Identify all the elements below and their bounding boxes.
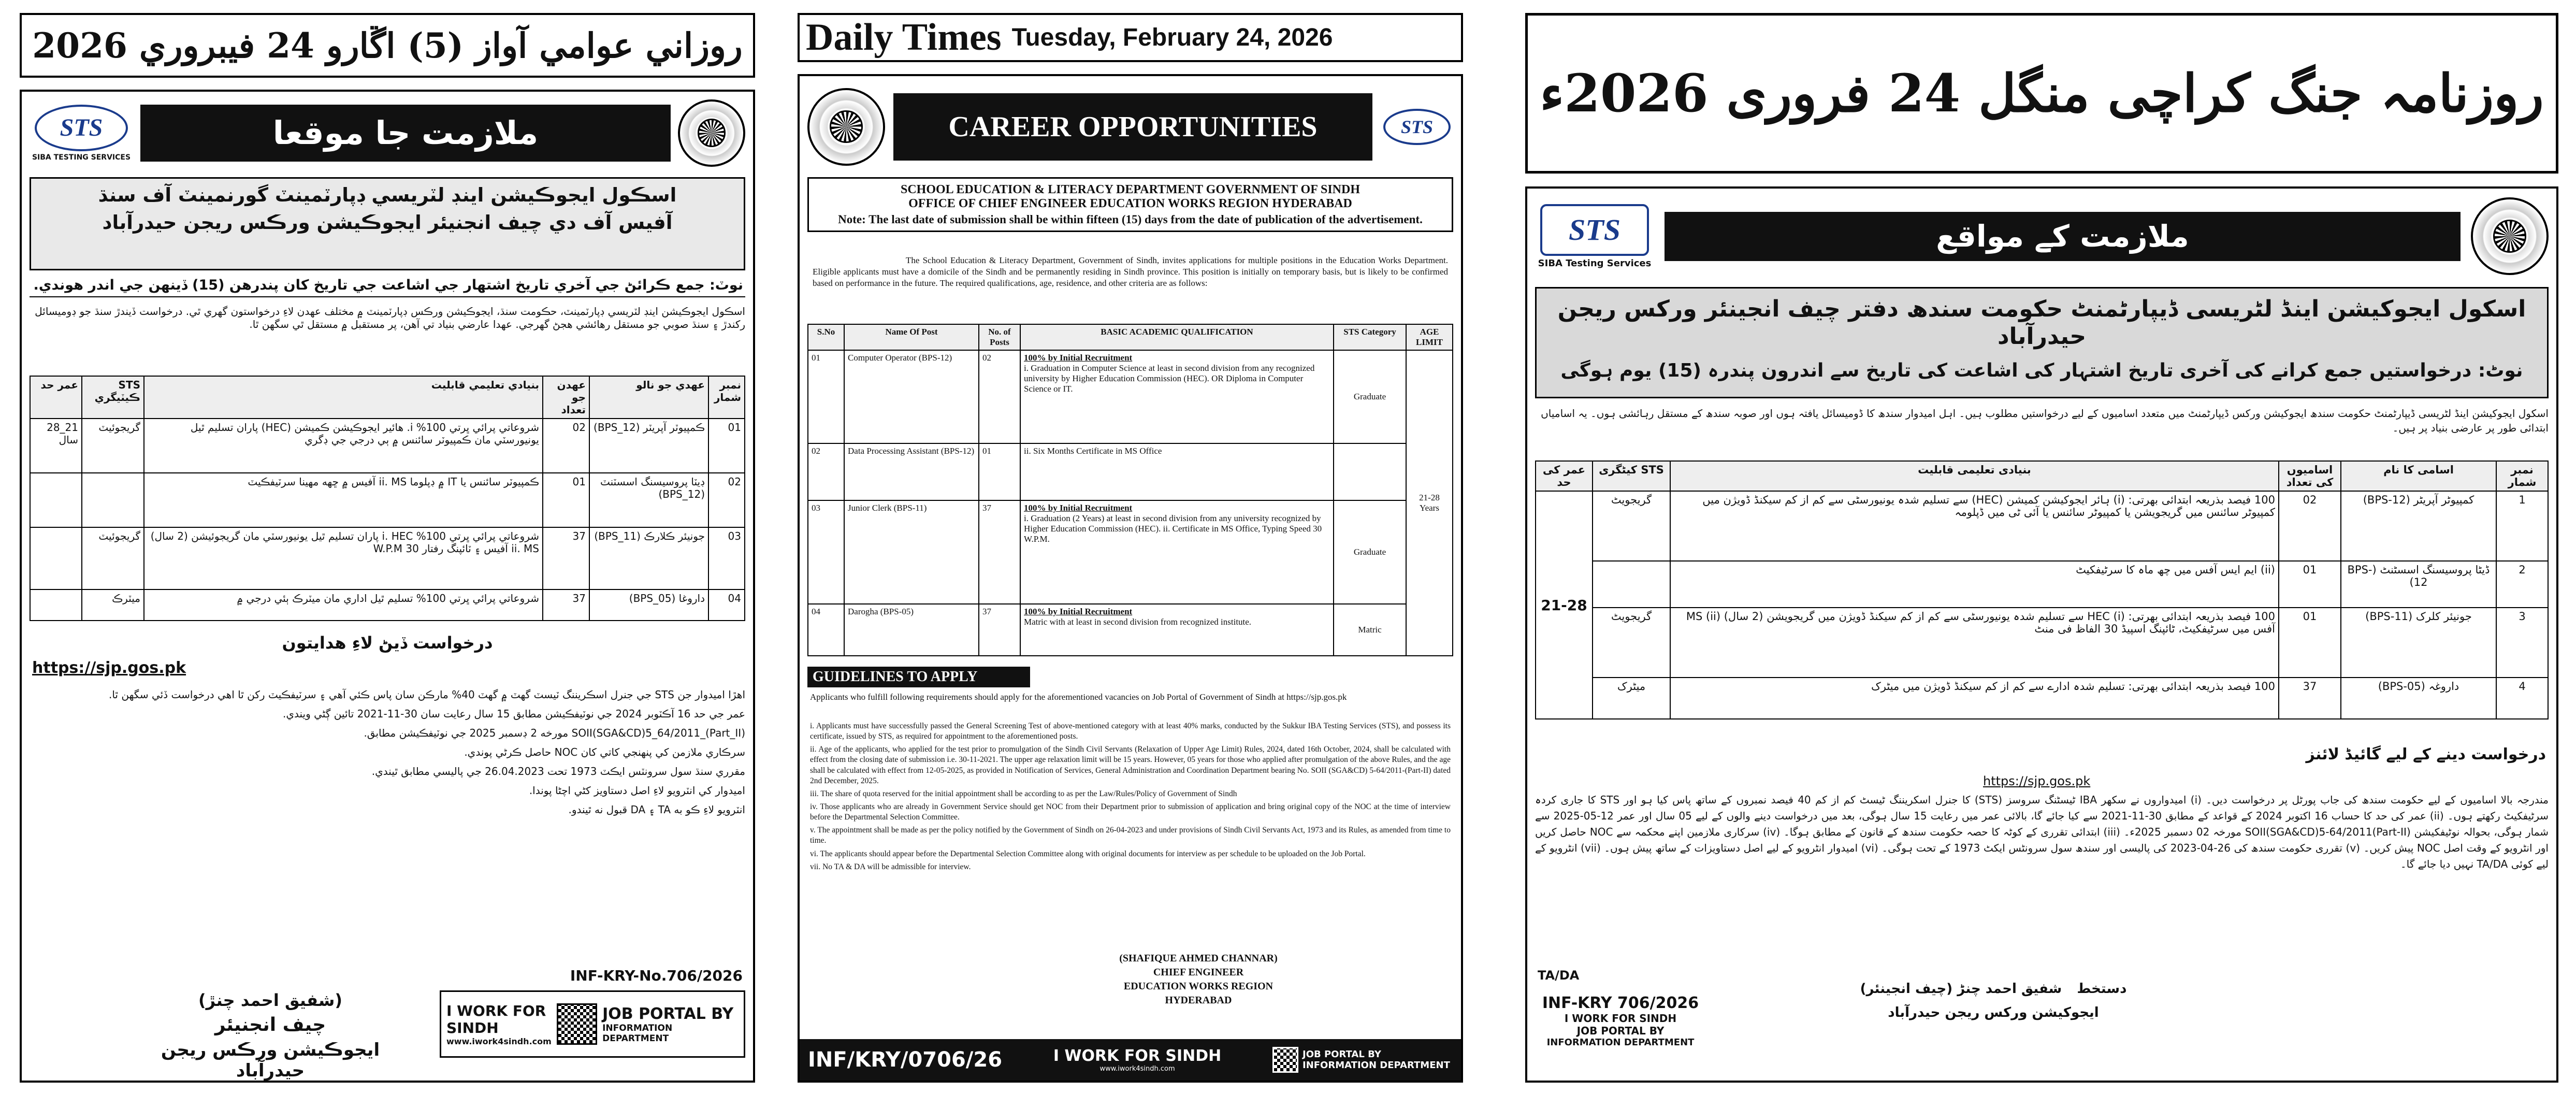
- cell-sno: 01: [808, 350, 844, 443]
- cell-cat: Graduate: [1334, 350, 1406, 443]
- col-sno: نمبر شمار: [2496, 461, 2548, 491]
- table-row: [30, 527, 745, 589]
- ad-banner: CAREER OPPORTUNITIES: [893, 93, 1372, 161]
- cell-post: Darogha (BPS-05): [844, 604, 979, 656]
- cell-post: داروغہ (BPS-05): [2341, 678, 2496, 719]
- guide-list: [30, 687, 745, 954]
- ta-da-note: TA/DA: [1538, 968, 1580, 983]
- cell-post: جونيئر ڪلارڪ (BPS_11): [589, 527, 708, 589]
- table-row: [808, 500, 1453, 604]
- cell-age: 21-28 Years: [1406, 350, 1453, 656]
- sindh-seal-icon: [678, 99, 745, 167]
- cell-count: 37: [2279, 678, 2341, 719]
- guide-item: اميدوار کي انٽرويو لاءِ اصل دستاويز کڻي اچڻا پوندا.: [529, 784, 745, 797]
- cell-qual: 100 فیصد بذریعہ ابتدائی بھرتی: تسلیم شدہ ادارے سے کم از کم سیکنڈ ڈویژن میں میٹرک: [1670, 678, 2279, 719]
- guide-item: سرڪاري ملازمن کي پنهنجي کاتي کان NOC حاصل ڪرڻي پوندي.: [464, 746, 745, 758]
- cell-qual: ii. Six Months Certificate in MS Office: [1020, 443, 1334, 500]
- ad-header: [807, 81, 1453, 172]
- ad-header: [1535, 195, 2549, 278]
- cell-cat: گریجویٹ: [1593, 491, 1670, 561]
- cell-qual: شروعاتي پرائي ڀرتي 100% i. HEC پاران تسليم ٿيل يونيورسٽي مان گريجوئيشن (2 سال) ii. MS آفيس ۽ ٽائپنگ رفتار 30 W.P.M: [144, 527, 543, 589]
- col-post: Name Of Post: [844, 324, 979, 350]
- cell-post: کمپیوٹر آپریٹر (BPS-12): [2341, 491, 2496, 561]
- dept-box: [30, 177, 745, 270]
- sindh-seal-icon: [2471, 197, 2549, 275]
- cell-age: [30, 527, 82, 589]
- cell-cat: [1593, 561, 1670, 608]
- cell-sno: 04: [808, 604, 844, 656]
- col-post: اسامی کا نام: [2341, 461, 2496, 491]
- sign-office-2: HYDERABAD: [1165, 995, 1232, 1006]
- portal-link[interactable]: https://sjp.gos.pk: [1983, 774, 2091, 788]
- col-qual: BASIC ACADEMIC QUALIFICATION: [1020, 324, 1334, 350]
- job-portal-label: JOB PORTAL BY: [602, 1004, 734, 1023]
- info-dept-label: INFORMATION DEPARTMENT: [602, 1023, 673, 1044]
- info-dept-label: INFORMATION DEPARTMENT: [1546, 1037, 1695, 1048]
- cell-age: 21_28 سال: [30, 419, 82, 473]
- guideline-item: v. The appointment shall be made as per the policy notified by the Government of Sindh on 26-04-2023 and under provisions of Sindh Civil Servants Act, 1973 and its Rules, as amended from time to time.: [810, 826, 1451, 845]
- cell-count: 01: [2279, 561, 2341, 608]
- guide-item: انٽرويو لاءِ ڪو به TA ۽ DA قبول نه ٿيندو.: [568, 803, 745, 816]
- cell-count: 37: [979, 500, 1020, 604]
- cell-post: ڊيٽا پروسيسنگ اسسٽنٽ (BPS_12): [589, 473, 708, 527]
- masthead: روزنامہ جنگ کراچی منگل 24 فروری 2026ء: [1525, 13, 2558, 174]
- cell-sno: 4: [2496, 678, 2548, 719]
- iwork-logo: I WORK FOR SINDH: [1053, 1047, 1222, 1065]
- sindh-seal-icon: [807, 88, 885, 166]
- ad-header: [30, 98, 745, 168]
- cell-qual: 100% by Initial Recruitment Matric with at least in second division from recognized institute.: [1020, 604, 1334, 656]
- job-ad: [798, 74, 1463, 1083]
- col-sno: نمبر شمار: [708, 376, 745, 419]
- guide-title: درخواست ڏيڻ لاءِ هدايتون: [282, 633, 493, 653]
- cell-sno: 02: [708, 473, 745, 527]
- cell-post: Data Processing Assistant (BPS-12): [844, 443, 979, 500]
- col-count: عهدن جو تعداد: [543, 376, 589, 419]
- table-row: [808, 604, 1453, 656]
- table-row: [30, 473, 745, 527]
- table-row: [1536, 678, 2548, 719]
- col-count: No. of Posts: [979, 324, 1020, 350]
- note: Note: The last date of submission shall be within fifteen (15) days from the date of publication of the advertisement.: [838, 213, 1423, 226]
- office-title: آفيس آف دي چيف انجنيئر ايجوڪيشن ورڪس ريجن حيدرآباد: [102, 211, 673, 234]
- table-row: [1536, 561, 2548, 608]
- cell-cat: ميٽرڪ: [82, 589, 144, 621]
- sign-label: دستخط: [2077, 981, 2127, 997]
- job-portal-label: JOB PORTAL BY INFORMATION DEPARTMENT: [1303, 1049, 1450, 1071]
- guideline-item: vi. The applicants should appear before the Departmental Selection Committee along with original documents for interview as per schedule to be uploaded on the Job Portal.: [810, 849, 1366, 858]
- cell-count: 37: [543, 589, 589, 621]
- paper-name: Daily Times: [806, 16, 1002, 59]
- signature-block: [125, 990, 415, 1081]
- job-portal-label: JOB PORTAL BY: [1576, 1025, 1665, 1037]
- cell-sno: 03: [708, 527, 745, 589]
- posts-table: [807, 324, 1453, 666]
- table-row: [30, 589, 745, 621]
- ref-number: INF-KRY 706/2026: [1542, 994, 1699, 1012]
- sign-name: (SHAFIQUE AHMED CHANNAR): [1119, 953, 1278, 964]
- cell-count: 01: [2279, 608, 2341, 678]
- iwork-url: www.iwork4sindh.com: [1099, 1065, 1175, 1073]
- col-qual: بنيادي تعليمي قابليت: [144, 376, 543, 419]
- cell-post: ڈیٹا پروسیسنگ اسسٹنٹ (BPS-12): [2341, 561, 2496, 608]
- ref-number: INF-KRY-No.706/2026: [570, 967, 743, 984]
- iwork-url: www.iwork4sindh.com: [446, 1036, 552, 1046]
- cell-post: ڪمپيوٽر آپريٽر (BPS_12): [589, 419, 708, 473]
- col-age: عمر کی حد: [1536, 461, 1593, 491]
- cell-cat: میٹرک: [1593, 678, 1670, 719]
- col-count: اسامیوں کی تعداد: [2279, 461, 2341, 491]
- cell-age: 21-28: [1536, 491, 1593, 719]
- sign-name: (شفيق احمد چنڙ): [198, 990, 342, 1010]
- cell-cat: Matric: [1334, 604, 1406, 656]
- dept-line-1: SCHOOL EDUCATION & LITERACY DEPARTMENT GOVERNMENT OF SINDH: [900, 183, 1361, 196]
- col-age: AGE LIMIT: [1406, 324, 1453, 350]
- masthead: روزاني عوامي آواز (5) اڱارو 24 فيبروري 2026: [20, 13, 755, 78]
- iwork-logo: I WORK FOR SINDH: [446, 1002, 546, 1037]
- cell-count: 37: [543, 527, 589, 589]
- table-row: [1536, 608, 2548, 678]
- dept-box: [807, 177, 1453, 232]
- cell-post: Junior Clerk (BPS-11): [844, 500, 979, 604]
- guide-item: عمر جي حد 16 آڪٽوبر 2024 جي نوٽيفڪيشن مطابق 15 سال رعايت سان 30-11-2021 تائين ڳڻي ويندي.: [283, 708, 745, 720]
- cell-qual: (ii) ایم ایس آفس میں چھ ماہ کا سرٹیفکیٹ: [1670, 561, 2279, 608]
- panel-awami-awaz: [20, 13, 755, 1083]
- col-cat: STS Category: [1334, 324, 1406, 350]
- dept-title: اسڪول ايجوڪيشن اينڊ لٽريسي ڊپارٽمينٽ گورنمينٽ آف سنڌ: [98, 184, 677, 206]
- masthead: [798, 13, 1463, 62]
- cell-age: [30, 473, 82, 527]
- qr-code-icon: [1272, 1047, 1298, 1073]
- cell-age: [30, 589, 82, 621]
- portal-link[interactable]: https://sjp.gos.pk: [32, 659, 186, 677]
- sign-office: ایجوکیشن ورکس ریجن حیدرآباد: [1888, 1005, 2099, 1020]
- cell-sno: 04: [708, 589, 745, 621]
- guideline-item: iv. Those applicants who are already in Government Service should get NOC from their Department prior to submission of application and bring original copy of the NOC at the time of interview before the Departmental Selection Committee.: [810, 802, 1451, 822]
- cell-sno: 3: [2496, 608, 2548, 678]
- cell-post: Computer Operator (BPS-12): [844, 350, 979, 443]
- cell-qual: شروعاتي پرائي ڀرتي 100% i. هائير ايجوڪيشن ڪميشن (HEC) پاران تسليم ٿيل يونيورسٽي مان ڪمپيوٽر سائنس ۾ ٻي درجي جي ڊگري: [144, 419, 543, 473]
- sign-title: چيف انجنيئر: [214, 1014, 326, 1035]
- guidelines-list: [810, 721, 1451, 939]
- sign-office: ايجوڪيشن ورڪس ريجن حيدرآباد: [161, 1040, 380, 1081]
- job-ad: [20, 90, 755, 1083]
- cell-cat: گريجوئيٽ: [82, 527, 144, 589]
- col-age: عمر حد: [30, 376, 82, 419]
- posts-table: [1535, 460, 2549, 738]
- footer-bar: [800, 1039, 1461, 1081]
- iwork-logo: I WORK FOR SINDH: [1564, 1012, 1677, 1025]
- job-portal-badge: [1538, 994, 1703, 1048]
- cell-qual: شروعاتي پرائي ڀرتي 100% تسليم ٿيل اداري مان ميٽرڪ ٻئي درجي ۾: [144, 589, 543, 621]
- note: نوٽ: جمع ڪرائڻ جي آخري تاريخ اشتهار جي اشاعت جي تاريخ کان پندرهن (15) ڏينهن جي اندر هوندي.: [30, 274, 745, 297]
- intro-text: اسکول ایجوکیشن اینڈ لٹریسی ڈیپارٹمنٹ حکومت سندھ ایجوکیشن ورکس ڈیپارٹمنٹ میں متعدد اسامیوں کے لیے درخواستیں مطلوب ہیں۔ اہل امیدوار سندھ کا ڈومیسائل یافتہ ہوں اور صوبہ سندھ کے مستقل رہائشی ہوں۔ یہ اسامیاں ابتدائی طور پر عارضی بنیاد پر ہیں۔: [1541, 407, 2549, 434]
- sts-logo: STS SIBA Testing Services: [1535, 204, 1654, 269]
- table-row: [30, 419, 745, 473]
- cell-cat: گریجویٹ: [1593, 608, 1670, 678]
- dept-box: [1535, 287, 2549, 398]
- intro-text: اسڪول ايجوڪيشن اينڊ لٽريسي ڊپارٽمينٽ، حڪومت سنڌ، ايجوڪيشن ورڪس ڊپارٽمينٽ ۾ مختلف عهدن لاءِ درخواستون گهري ٿي. درخواست ڏيندڙ سنڌ جو ڊوميسائل رکندڙ ۽ سنڌ صوبي جو مستقل رهائشي هجڻ گهرجي. عهدا عارضي بنياد تي آهن، پر مستقبل ۾ مستقل ٿي سگهن ٿا.: [35, 305, 745, 330]
- sign-title: CHIEF ENGINEER: [1153, 967, 1244, 978]
- col-cat: STS ڪيٽيگري: [82, 376, 144, 419]
- guidelines-title: GUIDELINES TO APPLY: [807, 667, 1030, 687]
- note: نوٹ: درخواستیں جمع کرانے کی آخری تاریخ اشتہار کی اشاعت کی تاریخ سے اندرون پندرہ (15) یوم ہوگی: [1560, 359, 2523, 381]
- cell-count: 02: [543, 419, 589, 473]
- panel-daily-times: [798, 13, 1463, 1083]
- paper-date: Tuesday, February 24, 2026: [1011, 24, 1333, 51]
- ad-banner: ملازمت جا موقعا: [140, 105, 671, 162]
- guide-item: اهڙا اميدوار جن STS جي جنرل اسڪريننگ ٽيسٽ گهٽ ۾ گهٽ 40% مارڪن سان پاس ڪئي آهي ۽ سرٽيفڪيٽ رکن ٿا اهي درخواست ڏئي سگهن ٿا.: [108, 688, 745, 701]
- guideline-item: vii. No TA & DA will be admissible for interview.: [810, 862, 971, 871]
- cell-cat: [1334, 443, 1406, 500]
- guide-item: مقرري سنڌ سول سرونٽس ايڪٽ 1973 تحت 26.04.2023 جي پاليسي مطابق ٿيندي.: [371, 765, 745, 778]
- col-qual: بنیادی تعلیمی قابلیت: [1670, 461, 2279, 491]
- cell-qual: 100 فیصد بذریعہ ابتدائی بھرتی: (i) HEC سے تسلیم شدہ یونیورسٹی سے کم از کم سیکنڈ ڈویژن میں گریجویشن (2 سال) (ii) MS آفس میں سرٹیفکیٹ، ٹائپنگ اسپیڈ 30 الفاظ فی منٹ: [1670, 608, 2279, 678]
- cell-count: 37: [979, 604, 1020, 656]
- cell-cat: Graduate: [1334, 500, 1406, 604]
- guide-title: درخواست دینے کے لیے گائیڈ لائنز: [2306, 745, 2546, 764]
- ad-banner: ملازمت کے مواقع: [1665, 212, 2461, 261]
- col-cat: STS کیٹگری: [1593, 461, 1670, 491]
- cell-cat: [82, 473, 144, 527]
- cell-count: 01: [543, 473, 589, 527]
- guide-item: SOII(SGA&CD)5_64/2011_(Part_II) مورخه 2 ڊسمبر 2025 جي نوٽيفڪيشن مطابق.: [364, 727, 745, 739]
- table-row: [808, 443, 1453, 500]
- cell-sno: 01: [708, 419, 745, 473]
- cell-cat: گريجوئيٽ: [82, 419, 144, 473]
- dept-title: اسکول ایجوکیشن اینڈ لٹریسی ڈیپارٹمنٹ حکومت سندھ دفتر چیف انجینئر ورکس ریجن حیدرآباد: [1557, 296, 2526, 350]
- job-ad: [1525, 186, 2558, 1083]
- cell-post: جونیئر کلرک (BPS-11): [2341, 608, 2496, 678]
- table-row: [808, 350, 1453, 443]
- col-sno: S.No: [808, 324, 844, 350]
- sign-office-1: EDUCATION WORKS REGION: [1123, 981, 1273, 992]
- cell-count: 01: [979, 443, 1020, 500]
- qr-code-icon: [557, 1003, 597, 1045]
- cell-count: 02: [979, 350, 1020, 443]
- guide-text: مندرجہ بالا اسامیوں کے لیے حکومت سندھ کی جاب پورٹل پر درخواست دیں۔ (i) امیدواروں نے سکھر IBA ٹیسٹنگ سروسز (STS) کا جنرل اسکریننگ ٹیسٹ کم از کم 40 فیصد نمبروں کے ساتھ پاس کیا ہو اور STS کا جاری کردہ سرٹیفکیٹ رکھتے ہوں۔ (ii) عمر کی حد کا حساب 16 اکتوبر 2024 کے قواعد کے مطابق 30-11-2021 سے کیا جائے گا، بالائی عمر میں رعایت 15 سال ہوگی، بعد میں درخواست دینے والوں کے لیے 05 سال اور عمر 12-05-2025 سے شمار ہوگی، بحوالہ نوٹیفکیشن SOII(SGA&CD)5-64/2011(Part-II) مورخہ 02 دسمبر 2025ء۔ (iii) ابتدائی تقرری کے کوٹہ کا حصہ حکومت سندھ کے قانون کے مطابق ہوگا۔ (iv) سرکاری ملازمین اپنے محکمہ سے NOC حاصل کریں اور انٹرویو کے وقت اصل NOC پیش کریں۔ (v) تقرری حکومت سندھ کی 26-04-2023 کی پالیسی اور سندھ سول سرونٹس ایکٹ 1973 کے تحت ہوگی۔ (vi) امیدوار انٹرویو کے لیے اصل دستاویزات کے ساتھ پیش ہوں۔ (vii) انٹرویو کے لیے کوئی TA/DA نہیں دیا جائے گا۔: [1535, 794, 2549, 870]
- cell-sno: 1: [2496, 491, 2548, 561]
- guidelines-intro: Applicants who fulfill following requirements should apply for the aforementioned vacancies on Job Portal of Government of Sindh at https://sjp.gos.pk: [810, 692, 1347, 702]
- panel-jang: [1525, 13, 2558, 1083]
- ref-number: INF/KRY/0706/26: [808, 1048, 1003, 1072]
- sign-name: شفیق احمد چنڑ (چیف انجینئر): [1860, 981, 2062, 997]
- cell-post: داروغا (BPS_05): [589, 589, 708, 621]
- guideline-item: iii. The share of quota reserved for the initial appointment shall be according to as per the Law/Rules/Policy of Government of Sindh: [810, 789, 1237, 798]
- table-row: [1536, 491, 2548, 561]
- sts-logo: STS SIBA TESTING SERVICES: [30, 105, 133, 162]
- guideline-item: ii. Age of the applicants, who applied for the test prior to promulgation of the Sindh Civil Servants (Relaxation of Upper Age Limit) Rules, 2024, dated 16th October, 2024, shall be calculated with effect from the closing date of submission i.e. 30-11-2021. The upper age relaxation limit will be 15 years. However, 05 years for those who applied after promulgation of the above Rules, and the age shall be calculated with effect from 12-05-2025, as provided in Notification of Services, General Administration and Coordination Department bearing No. SOII (SGA&CD) 5-64/2011-(Part-II) dated 2nd December, 2025.: [810, 745, 1451, 785]
- cell-count: 02: [2279, 491, 2341, 561]
- col-post: عهدي جو نالو: [589, 376, 708, 419]
- cell-qual: ڪمپيوٽر سائنس يا IT ۾ ڊپلوما ii. MS آفيس ۾ ڇهه مهينا سرٽيفڪيٽ: [144, 473, 543, 527]
- guideline-item: i. Applicants must have successfully passed the General Screening Test of above-mentioned category with at least 40% marks, conducted by the Sukkur IBA Testing Services (STS), and possess its certificate, issued by STS, as required for appointment to the aforementioned posts.: [810, 722, 1451, 741]
- cell-sno: 2: [2496, 561, 2548, 608]
- signature-block: [1090, 952, 1307, 1007]
- signature-block: [1786, 981, 2201, 1020]
- cell-sno: 02: [808, 443, 844, 500]
- posts-table: [30, 376, 745, 627]
- cell-qual: 100 فیصد بذریعہ ابتدائی بھرتی: (i) ہائر ایجوکیشن کمیشن (HEC) سے تسلیم شدہ یونیورسٹی سے کم از کم سیکنڈ ڈویژن میں کمپیوٹر سائنس میں گریجویشن یا کمپیوٹر سائنس یا آئی ٹی میں ڈپلومہ: [1670, 491, 2279, 561]
- cell-sno: 03: [808, 500, 844, 604]
- dept-line-2: OFFICE OF CHIEF ENGINEER EDUCATION WORKS REGION HYDERABAD: [908, 197, 1352, 210]
- cell-qual: 100% by Initial Recruitment i. Graduation (2 Years) at least in second division from any university recognized by Higher Education Commission (HEC). ii. Certificate in MS Office, Typing Speed 30 W.P.M.: [1020, 500, 1334, 604]
- job-portal-badge: [440, 990, 745, 1058]
- cell-qual: 100% by Initial Recruitment i. Graduation in Computer Science at least in second division from any recognized university by Higher Education Commission (HEC). OR Diploma in Computer Science or IT.: [1020, 350, 1334, 443]
- sts-logo: STS: [1381, 109, 1453, 145]
- intro-text: The School Education & Literacy Department, Government of Sindh, invites applications for multiple positions in the Education Works Department. Eligible applicants must have a domicile of the Sindh and be permanently residing in Sindh province. This position is initially on temporary basis, but is likely to be confirmed based on performance in the future. The required qualifications, age, residence, and other criteria are as follows:: [813, 255, 1448, 289]
